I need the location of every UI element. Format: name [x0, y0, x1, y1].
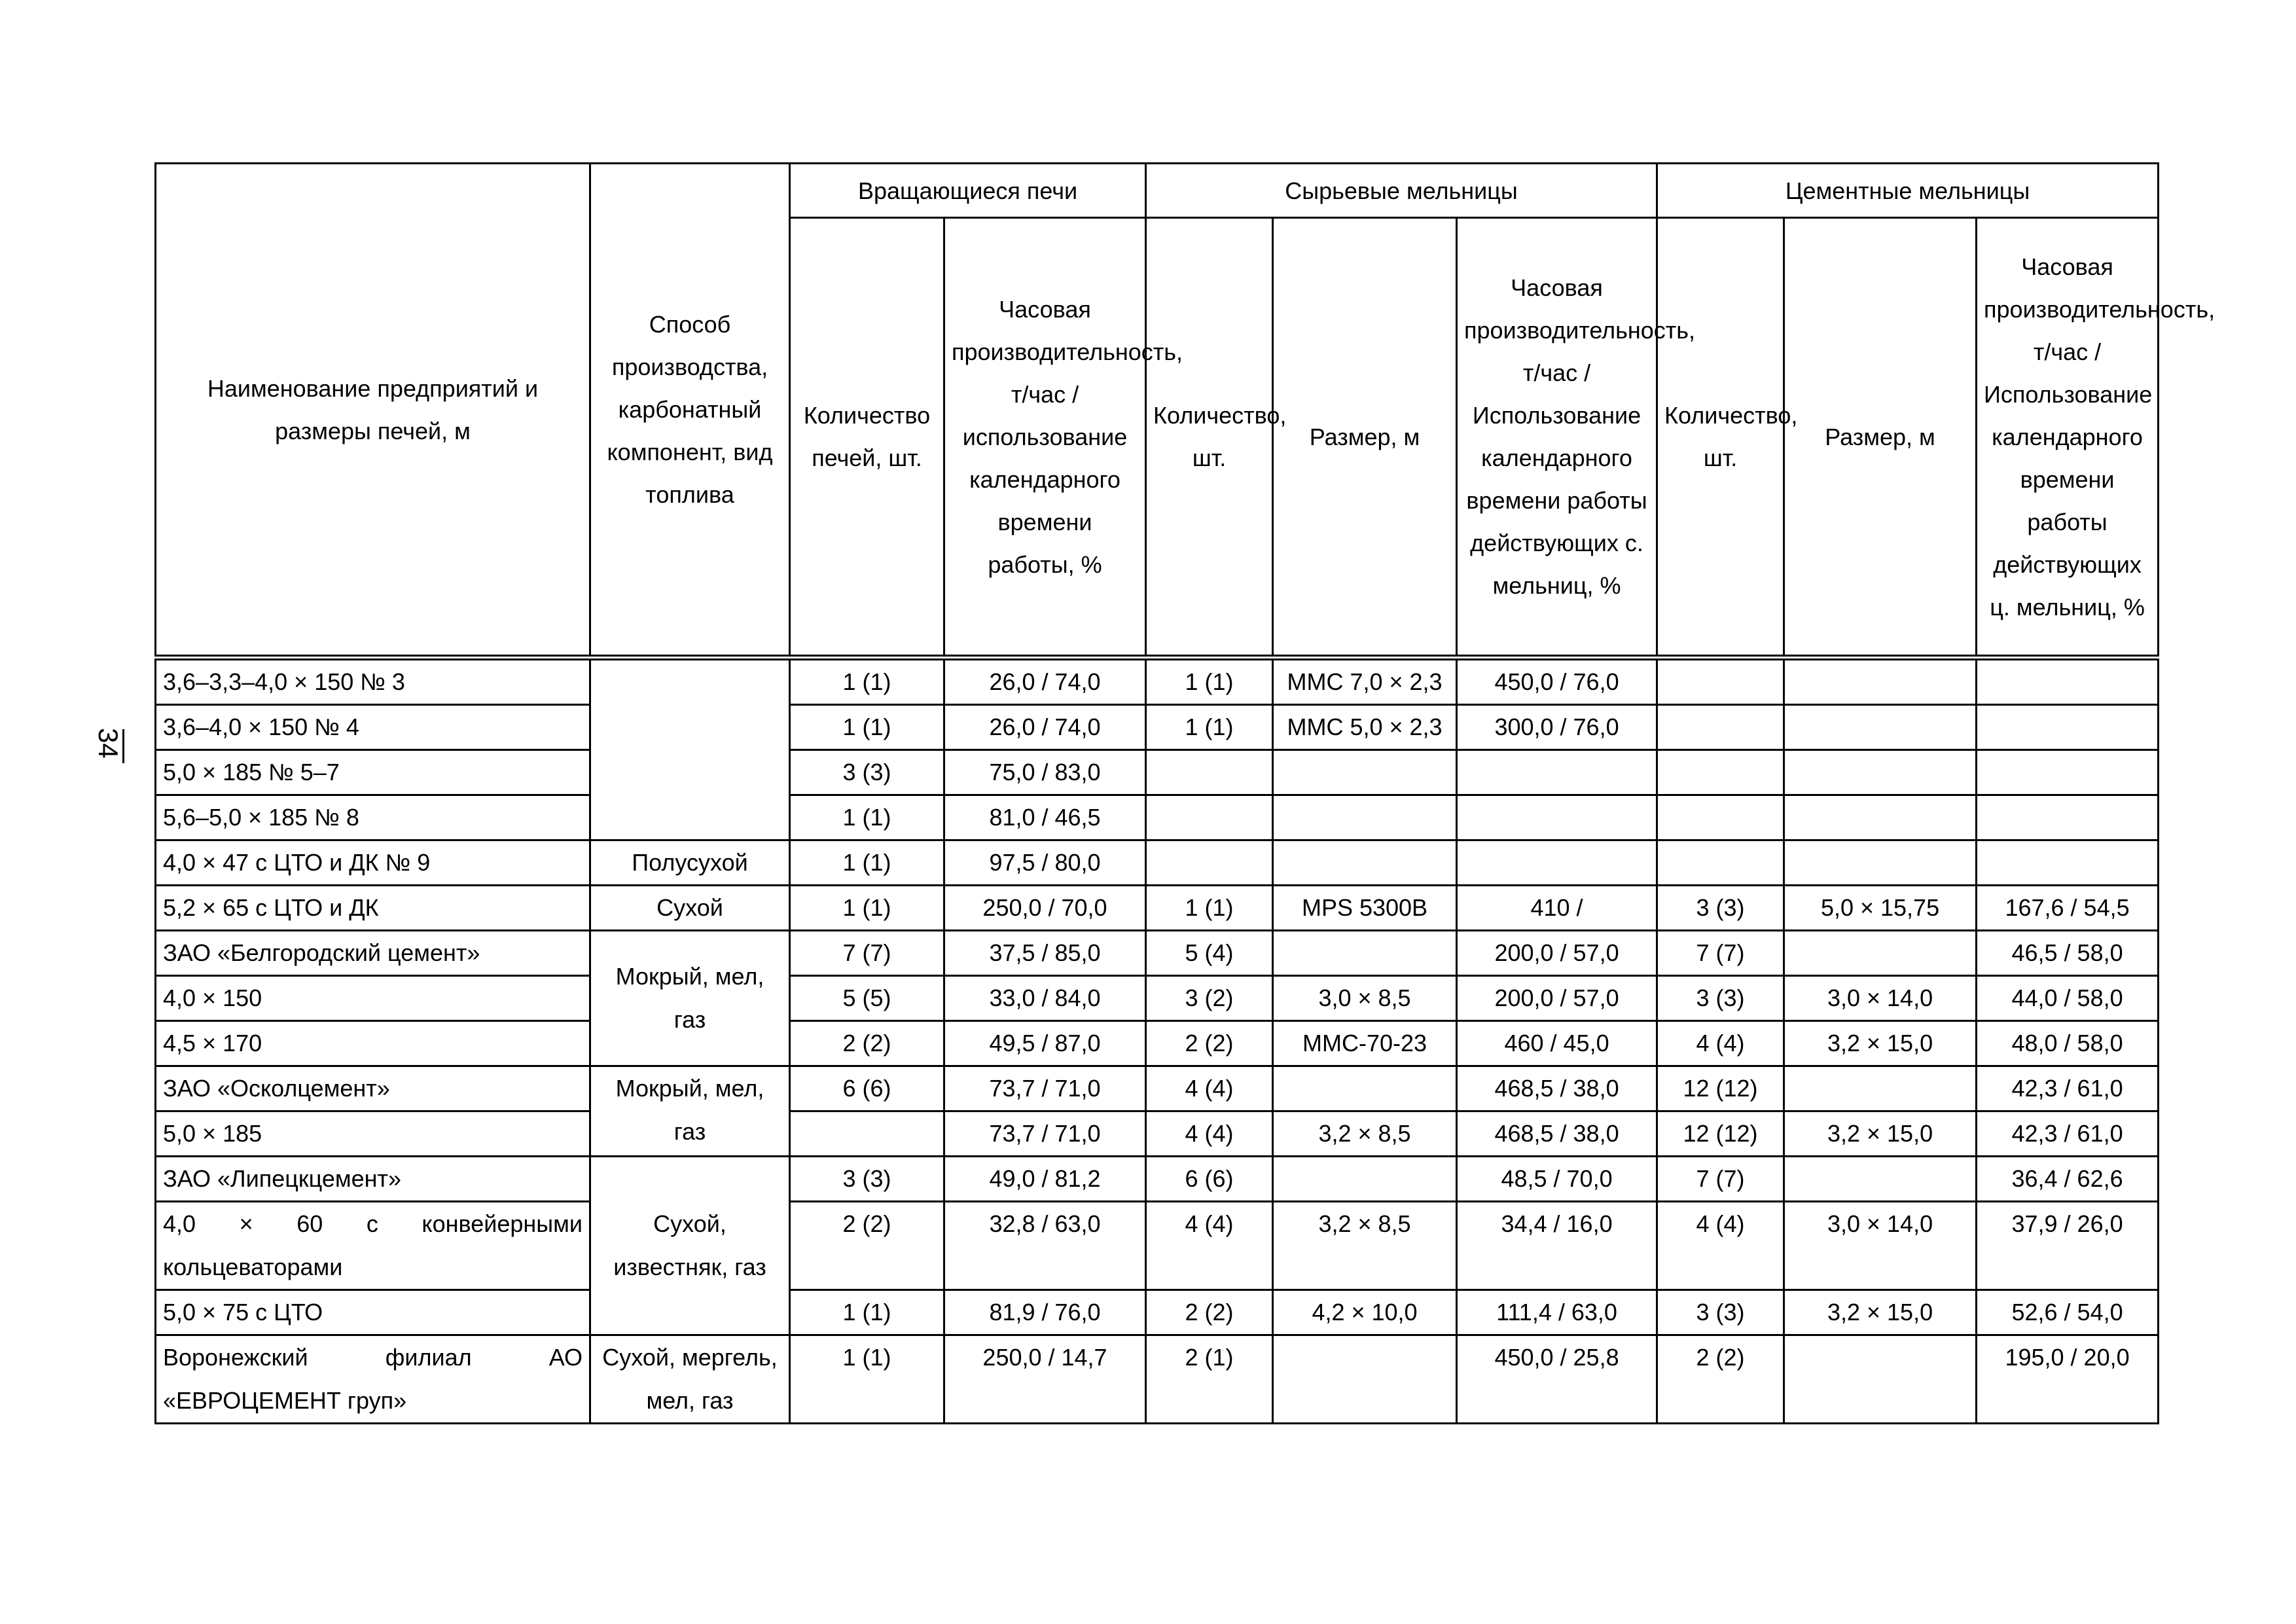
cell-cement-performance	[1977, 705, 2159, 750]
cell-kiln-performance: 81,0 / 46,5	[944, 795, 1146, 840]
cell-raw-size: 3,0 × 8,5	[1273, 976, 1457, 1021]
cell-kiln-count: 5 (5)	[790, 976, 944, 1021]
cell-raw-count: 5 (4)	[1146, 931, 1273, 976]
cell-kiln-performance: 73,7 / 71,0	[944, 1066, 1146, 1111]
cell-raw-size: ММС 7,0 × 2,3	[1273, 658, 1457, 705]
cell-cement-count: 7 (7)	[1657, 931, 1784, 976]
cell-raw-performance: 450,0 / 76,0	[1457, 658, 1657, 705]
cell-kiln-count: 3 (3)	[790, 750, 944, 795]
cell-raw-size	[1273, 1066, 1457, 1111]
table-row	[156, 1290, 2159, 1335]
cell-raw-size: 3,2 × 8,5	[1273, 1202, 1457, 1290]
table-row	[156, 795, 2159, 840]
cell-cement-count: 3 (3)	[1657, 886, 1784, 931]
cell-raw-count	[1146, 840, 1273, 886]
cell-cement-performance: 48,0 / 58,0	[1977, 1021, 2159, 1066]
cell-raw-performance: 450,0 / 25,8	[1457, 1335, 1657, 1424]
cell-raw-count: 4 (4)	[1146, 1066, 1273, 1111]
cell-kiln-performance: 97,5 / 80,0	[944, 840, 1146, 886]
cell-raw-count: 2 (2)	[1146, 1290, 1273, 1335]
cell-method: Мокрый, мел, газ	[590, 931, 790, 1066]
cell-raw-size: ММС 5,0 × 2,3	[1273, 705, 1457, 750]
cell-cement-performance	[1977, 840, 2159, 886]
cell-kiln-performance: 49,0 / 81,2	[944, 1157, 1146, 1202]
header-raw-size: Размер, м	[1273, 218, 1457, 658]
cell-cement-size: 3,0 × 14,0	[1784, 1202, 1977, 1290]
cell-name: 5,6–5,0 × 185 № 8	[156, 795, 590, 840]
table-row	[156, 1066, 2159, 1111]
header-cement-performance: Часовая производительность, т/час / Использование календарного времени работы действующих ц. мельниц, %	[1977, 218, 2159, 658]
cell-cement-count: 3 (3)	[1657, 1290, 1784, 1335]
table-row	[156, 931, 2159, 976]
cell-cement-count: 4 (4)	[1657, 1202, 1784, 1290]
cell-name: 5,2 × 65 с ЦТО и ДК	[156, 886, 590, 931]
cell-method: Сухой	[590, 886, 790, 931]
cell-raw-performance: 200,0 / 57,0	[1457, 931, 1657, 976]
cell-cement-performance: 42,3 / 61,0	[1977, 1111, 2159, 1157]
cell-raw-count: 2 (1)	[1146, 1335, 1273, 1424]
header-raw-count: Количество, шт.	[1146, 218, 1273, 658]
page-number	[93, 725, 149, 778]
cell-name: 5,0 × 75 с ЦТО	[156, 1290, 590, 1335]
cell-cement-size: 3,2 × 15,0	[1784, 1290, 1977, 1335]
cell-raw-performance: 200,0 / 57,0	[1457, 976, 1657, 1021]
cell-raw-performance	[1457, 750, 1657, 795]
cell-kiln-performance: 32,8 / 63,0	[944, 1202, 1146, 1290]
cell-name: 4,0 × 60 с конвейерными кольцеваторами	[156, 1202, 590, 1290]
cell-raw-size: MPS 5300B	[1273, 886, 1457, 931]
table-row	[156, 976, 2159, 1021]
cell-raw-count: 1 (1)	[1146, 658, 1273, 705]
cell-raw-size: 4,2 × 10,0	[1273, 1290, 1457, 1335]
cell-name: ЗАО «Липецкцемент»	[156, 1157, 590, 1202]
table-row	[156, 840, 2159, 886]
table-row	[156, 1111, 2159, 1157]
cell-cement-size	[1784, 795, 1977, 840]
header-kiln-performance: Часовая производительность, т/час / использование календарного времени работы, %	[944, 218, 1146, 658]
cell-cement-size	[1784, 705, 1977, 750]
cell-cement-size: 3,2 × 15,0	[1784, 1021, 1977, 1066]
cell-cement-size	[1784, 840, 1977, 886]
cell-cement-count	[1657, 705, 1784, 750]
cell-kiln-count: 2 (2)	[790, 1202, 944, 1290]
cell-kiln-count: 7 (7)	[790, 931, 944, 976]
cell-kiln-count: 1 (1)	[790, 795, 944, 840]
cell-raw-count: 1 (1)	[1146, 886, 1273, 931]
header-cement-count: Количество, шт.	[1657, 218, 1784, 658]
header-method: Способ производства, карбонатный компонент, вид топлива	[590, 164, 790, 658]
cell-cement-performance	[1977, 795, 2159, 840]
cell-raw-size	[1273, 931, 1457, 976]
cell-kiln-count: 1 (1)	[790, 1290, 944, 1335]
cell-cement-size: 5,0 × 15,75	[1784, 886, 1977, 931]
table-row	[156, 1335, 2159, 1424]
cell-cement-size	[1784, 1335, 1977, 1424]
cell-raw-performance: 300,0 / 76,0	[1457, 705, 1657, 750]
cell-name: 5,0 × 185 № 5–7	[156, 750, 590, 795]
cell-kiln-count: 3 (3)	[790, 1157, 944, 1202]
cell-name: ЗАО «Белгородский цемент»	[156, 931, 590, 976]
cell-cement-size	[1784, 1066, 1977, 1111]
cell-raw-performance	[1457, 795, 1657, 840]
cell-name: ЗАО «Осколцемент»	[156, 1066, 590, 1111]
cell-cement-count: 4 (4)	[1657, 1021, 1784, 1066]
header-group-cement-mills: Цементные мельницы	[1657, 164, 2159, 218]
cell-kiln-count: 1 (1)	[790, 658, 944, 705]
cell-kiln-count: 2 (2)	[790, 1021, 944, 1066]
cell-raw-count: 3 (2)	[1146, 976, 1273, 1021]
cell-cement-count: 12 (12)	[1657, 1111, 1784, 1157]
cell-cement-performance: 195,0 / 20,0	[1977, 1335, 2159, 1424]
cell-raw-performance: 468,5 / 38,0	[1457, 1111, 1657, 1157]
cell-method: Сухой, известняк, газ	[590, 1157, 790, 1335]
cell-cement-size	[1784, 750, 1977, 795]
page-number-text: 34	[93, 728, 124, 759]
cell-raw-performance: 48,5 / 70,0	[1457, 1157, 1657, 1202]
table-row	[156, 750, 2159, 795]
cell-name: 4,0 × 47 с ЦТО и ДК № 9	[156, 840, 590, 886]
cell-raw-count	[1146, 795, 1273, 840]
cell-cement-count	[1657, 840, 1784, 886]
cell-cement-performance: 36,4 / 62,6	[1977, 1157, 2159, 1202]
header-group-row	[156, 164, 2159, 218]
cell-cement-performance: 167,6 / 54,5	[1977, 886, 2159, 931]
cell-raw-count: 4 (4)	[1146, 1111, 1273, 1157]
table-row	[156, 1202, 2159, 1290]
cell-raw-count: 2 (2)	[1146, 1021, 1273, 1066]
header-group-rotary-kilns: Вращающиеся печи	[790, 164, 1146, 218]
cell-raw-count: 6 (6)	[1146, 1157, 1273, 1202]
cell-kiln-performance: 81,9 / 76,0	[944, 1290, 1146, 1335]
cell-kiln-performance: 37,5 / 85,0	[944, 931, 1146, 976]
cell-raw-performance	[1457, 840, 1657, 886]
cell-cement-performance: 46,5 / 58,0	[1977, 931, 2159, 976]
cell-name: Воронежский филиал АО «ЕВРОЦЕМЕНТ груп»	[156, 1335, 590, 1424]
cell-name: 3,6–4,0 × 150 № 4	[156, 705, 590, 750]
cell-kiln-performance: 250,0 / 14,7	[944, 1335, 1146, 1424]
cell-raw-size	[1273, 795, 1457, 840]
cell-kiln-performance: 73,7 / 71,0	[944, 1111, 1146, 1157]
cell-cement-size	[1784, 931, 1977, 976]
cell-kiln-performance: 75,0 / 83,0	[944, 750, 1146, 795]
cell-name: 4,5 × 170	[156, 1021, 590, 1066]
cell-cement-count: 7 (7)	[1657, 1157, 1784, 1202]
table-row	[156, 705, 2159, 750]
header-kiln-count: Количество печей, шт.	[790, 218, 944, 658]
cell-method: Мокрый, мел, газ	[590, 1066, 790, 1157]
cell-kiln-performance: 250,0 / 70,0	[944, 886, 1146, 931]
cell-raw-size	[1273, 840, 1457, 886]
cell-cement-performance	[1977, 658, 2159, 705]
cell-cement-performance: 44,0 / 58,0	[1977, 976, 2159, 1021]
table-row	[156, 1021, 2159, 1066]
cell-method: Сухой, мергель, мел, газ	[590, 1335, 790, 1424]
cell-kiln-count: 1 (1)	[790, 705, 944, 750]
cell-method	[590, 658, 790, 840]
cell-cement-size	[1784, 1157, 1977, 1202]
cell-name: 3,6–3,3–4,0 × 150 № 3	[156, 658, 590, 705]
cell-raw-size: 3,2 × 8,5	[1273, 1111, 1457, 1157]
cell-cement-performance: 42,3 / 61,0	[1977, 1066, 2159, 1111]
header-raw-performance: Часовая производительность, т/час / Использование календарного времени работы действующих с. мельниц, %	[1457, 218, 1657, 658]
cell-cement-size: 3,2 × 15,0	[1784, 1111, 1977, 1157]
cell-name: 5,0 × 185	[156, 1111, 590, 1157]
cell-kiln-performance: 33,0 / 84,0	[944, 976, 1146, 1021]
cement-plants-table	[154, 162, 2215, 1424]
cell-cement-count: 2 (2)	[1657, 1335, 1784, 1424]
cell-cement-performance	[1977, 750, 2159, 795]
cell-kiln-count: 1 (1)	[790, 886, 944, 931]
cell-kiln-performance: 26,0 / 74,0	[944, 705, 1146, 750]
cell-cement-count: 3 (3)	[1657, 976, 1784, 1021]
cell-name: 4,0 × 150	[156, 976, 590, 1021]
cell-cement-count	[1657, 795, 1784, 840]
cell-raw-performance: 468,5 / 38,0	[1457, 1066, 1657, 1111]
cell-kiln-count: 1 (1)	[790, 840, 944, 886]
cell-kiln-performance: 26,0 / 74,0	[944, 658, 1146, 705]
cell-raw-count: 1 (1)	[1146, 705, 1273, 750]
cell-cement-performance: 52,6 / 54,0	[1977, 1290, 2159, 1335]
cell-raw-performance: 111,4 / 63,0	[1457, 1290, 1657, 1335]
cell-method: Полусухой	[590, 840, 790, 886]
cell-raw-size	[1273, 1335, 1457, 1424]
cell-kiln-count: 1 (1)	[790, 1335, 944, 1424]
cell-cement-count	[1657, 658, 1784, 705]
cell-kiln-count: 6 (6)	[790, 1066, 944, 1111]
cell-raw-size	[1273, 1157, 1457, 1202]
cell-raw-size	[1273, 750, 1457, 795]
cell-cement-size: 3,0 × 14,0	[1784, 976, 1977, 1021]
header-enterprise: Наименование предприятий и размеры печей, м	[156, 164, 590, 658]
cell-raw-performance: 34,4 / 16,0	[1457, 1202, 1657, 1290]
cell-cement-count	[1657, 750, 1784, 795]
cell-kiln-performance: 49,5 / 87,0	[944, 1021, 1146, 1066]
cell-raw-performance: 410 /	[1457, 886, 1657, 931]
cell-cement-performance: 37,9 / 26,0	[1977, 1202, 2159, 1290]
cell-kiln-count	[790, 1111, 944, 1157]
cell-raw-size: ММС-70-23	[1273, 1021, 1457, 1066]
cell-cement-count: 12 (12)	[1657, 1066, 1784, 1111]
header-cement-size: Размер, м	[1784, 218, 1977, 658]
header-group-raw-mills: Сырьевые мельницы	[1146, 164, 1657, 218]
cell-raw-performance: 460 / 45,0	[1457, 1021, 1657, 1066]
cell-cement-size	[1784, 658, 1977, 705]
table-row	[156, 658, 2159, 705]
table-row	[156, 1157, 2159, 1202]
cell-raw-count	[1146, 750, 1273, 795]
cell-raw-count: 4 (4)	[1146, 1202, 1273, 1290]
table-row	[156, 886, 2159, 931]
